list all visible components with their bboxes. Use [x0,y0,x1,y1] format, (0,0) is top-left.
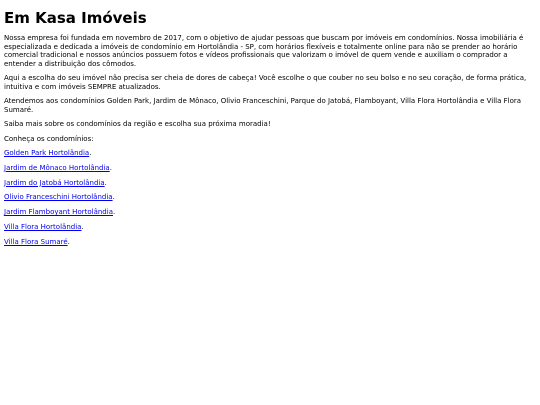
list-intro-paragraph: Conheça os condomínios: [4,134,94,143]
condo-link-item [4,238,536,247]
intro-paragraph: Nossa empresa foi fundada em novembro de 2017, com o objetivo de ajudar pessoas que buscam por imóveis em condomínios. Nossa imobiliária é especializada e dedicada a imóveis de condomínio em Hortolândia - SP, com horários flexíveis e totalmente online para não se prender ao horário comercial tradicional e nossos anúncios possuem fotos e vídeos profissionais que valorizam o imóvel de quem vende e auxiliam o comprador a entender a distribuição dos cômodos. [4,34,524,68]
condo-link-item [4,164,536,173]
condo-link-item [4,149,536,158]
condo-link-item [4,208,536,217]
more-paragraph: Saiba mais sobre os condomínios da região e escolha sua próxima moradia! [4,120,271,128]
condos-paragraph: Atendemos aos condomínios Golden Park, Jardim de Mônaco, Olivio Franceschini, Parque do Jatobá, Flamboyant, Villa Flora Hortolândia e Villa Flora Sumaré. [4,97,522,114]
link-olivio-franceschini[interactable]: Olivio Franceschini Hortolândia [4,193,113,202]
link-jardim-flamboyant[interactable]: Jardim Flamboyant Hortolândia [4,208,113,217]
link-suffix: . [112,193,115,202]
condo-link-item [4,193,536,202]
link-suffix: . [67,237,70,246]
link-suffix: . [81,222,84,231]
link-suffix: . [109,163,112,172]
link-jardim-do-jatoba[interactable]: Jardim do Jatobá Hortolândia [4,178,105,187]
condo-link-item [4,179,536,188]
link-villa-flora-sumare[interactable]: Villa Flora Sumaré [4,237,68,246]
link-suffix: . [104,178,107,187]
link-suffix: . [89,149,92,157]
choice-paragraph: Aqui a escolha do seu imóvel não precisa ser cheia de dores de cabeça! Você escolhe o que couber no seu bolso e no seu coração, de forma prática, intuitiva e com imóveis SEMPRE atualizados. [4,74,527,91]
page-title: Em Kasa Imóveis [4,9,147,27]
condo-link-list [4,149,536,246]
link-jardim-de-monaco[interactable]: Jardim de Mônaco Hortolândia [4,163,110,172]
link-villa-flora-hortolandia[interactable]: Villa Flora Hortolândia [4,222,82,231]
link-suffix: . [113,208,116,217]
link-golden-park[interactable]: Golden Park Hortolândia [4,149,90,157]
condo-link-item [4,223,536,232]
